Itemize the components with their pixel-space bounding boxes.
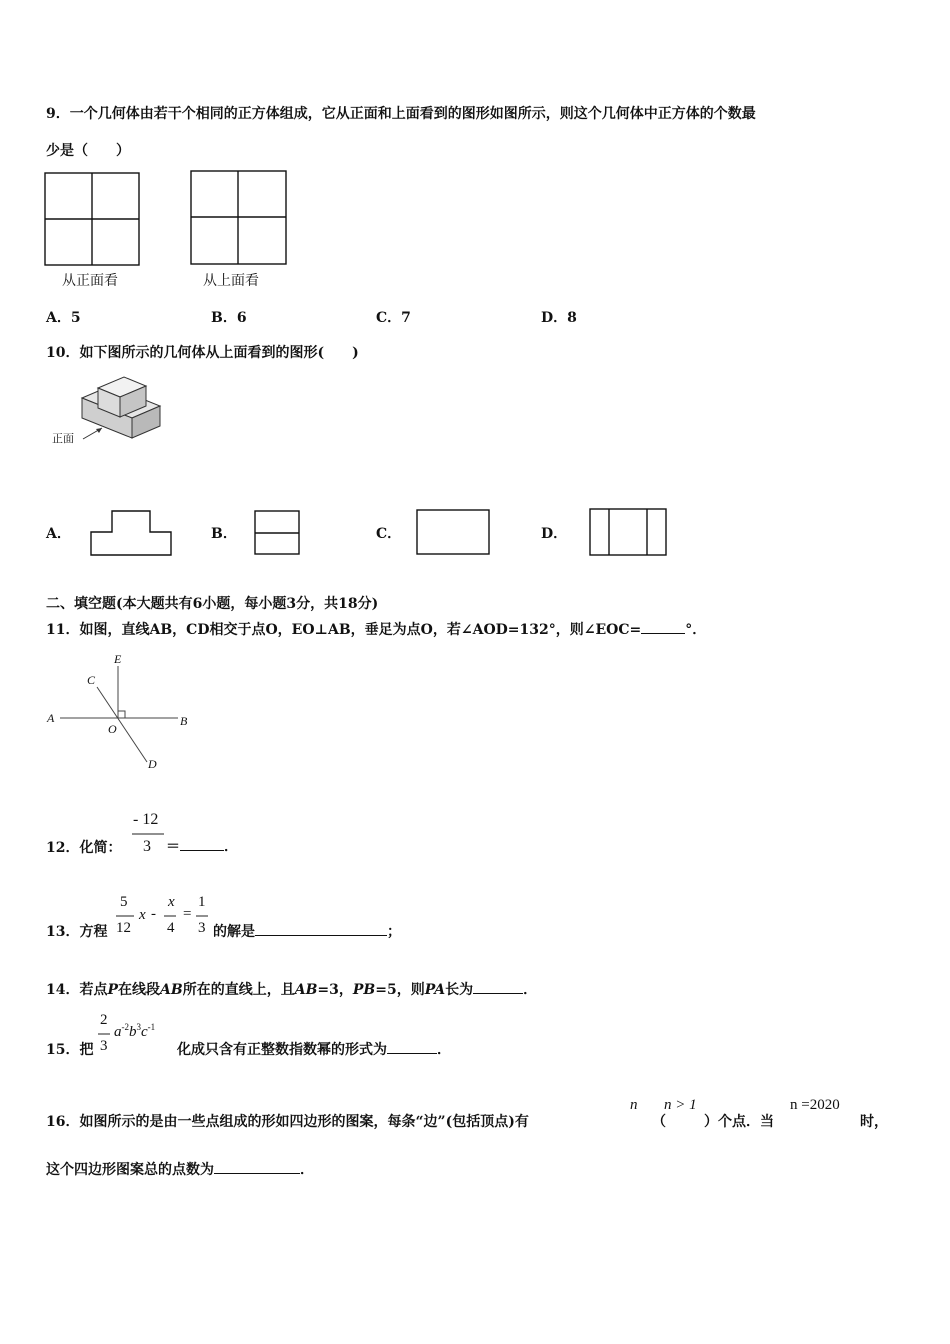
q9-option-d: D．8 xyxy=(541,310,577,326)
q11-label-b: B xyxy=(180,714,188,728)
q13-f2-num: x xyxy=(168,894,175,910)
q15-coef-num: 2 xyxy=(100,1012,108,1028)
q13-f1-bar xyxy=(116,915,136,917)
q13-f3-bar xyxy=(196,915,210,917)
q14-stem: 14．若点P在线段AB所在的直线上，且AB=3，PB=5，则PA长为 ． xyxy=(46,979,537,999)
q11-stem: 11．如图，直线AB，CD相交于点O，EO⊥AB，垂足为点O，若∠AOD=132°，则∠EOC= °． xyxy=(46,619,706,639)
q9-option-b: B．6 xyxy=(211,310,247,326)
q11-label-a: A xyxy=(47,711,55,725)
q13-equals: = xyxy=(183,906,192,922)
q12-numerator: - 12 xyxy=(133,811,159,828)
q11-label-d: D xyxy=(148,757,157,771)
q10-option-b-shape xyxy=(254,510,302,556)
q15-coef-den: 3 xyxy=(100,1038,108,1054)
q12-prefix: 12．化简： xyxy=(46,840,122,856)
q16-condition: n > 1 xyxy=(664,1097,697,1113)
q9-stem-line1: 9．一个几何体由若干个相同的正方体组成，它从正面和上面看到的图形如图所示，则这个几何体中正方体的个数最 xyxy=(46,106,756,122)
q16-n: n xyxy=(630,1097,638,1113)
q10-option-c-shape xyxy=(416,509,492,557)
q16-stem-line2: 这个四边形图案总的点数为 ． xyxy=(46,1159,314,1179)
q13-f2-den: 4 xyxy=(167,920,175,936)
q15-monomial: $a^{-2}b^3c^{-1}$ xyxy=(114,1022,156,1040)
q9-option-c: C．7 xyxy=(376,310,411,326)
q9-front-caption: 从正面看 xyxy=(62,273,118,289)
q12-fraction-bar xyxy=(132,833,166,835)
q13-answer-blank[interactable] xyxy=(255,921,387,936)
q16-stem-part2: ）个点．当 xyxy=(704,1114,774,1130)
q13-f1-num: 5 xyxy=(120,894,128,910)
q13-f3-den: 3 xyxy=(198,920,206,936)
q15-answer-blank[interactable] xyxy=(387,1039,437,1054)
q13-minus: - xyxy=(151,906,156,922)
q10-option-d: D． xyxy=(541,526,568,542)
q9-top-caption: 从上面看 xyxy=(203,273,259,289)
q10-front-label: 正面 xyxy=(52,432,74,445)
q9-front-view-figure xyxy=(44,172,144,268)
q15-prefix: 15．把 xyxy=(46,1042,94,1058)
q12-denominator: 3 xyxy=(143,838,151,855)
q11-label-o: O xyxy=(108,722,117,736)
q10-option-a: A． xyxy=(46,526,71,542)
q11-angle-figure xyxy=(44,652,204,772)
q16-stem-part3: 时， xyxy=(860,1114,888,1130)
q13-prefix: 13．方程 xyxy=(46,924,108,940)
q10-option-d-shape xyxy=(589,508,669,558)
q14-answer-blank[interactable] xyxy=(473,979,523,994)
q16-paren-open: （ xyxy=(652,1114,666,1130)
q13-suffix: 的解是 ； xyxy=(213,921,401,941)
q16-stem-part1: 16．如图所示的是由一些点组成的形如四边形的图案，每条“边”(包括顶点)有 xyxy=(46,1114,529,1130)
q15-coef-bar xyxy=(98,1033,112,1035)
q10-option-a-shape xyxy=(90,510,174,558)
q16-answer-blank[interactable] xyxy=(214,1159,300,1174)
q9-top-view-figure xyxy=(190,170,290,266)
q10-option-b: B． xyxy=(211,526,237,542)
q12-answer-blank[interactable] xyxy=(180,836,224,851)
q11-label-e: E xyxy=(114,652,122,666)
q13-var-x: x xyxy=(139,907,146,923)
q9-option-a: A．5 xyxy=(46,310,81,326)
q16-n-value: n =2020 xyxy=(790,1097,840,1113)
q9-stem-line2: 少是（ ） xyxy=(46,143,130,159)
q10-option-c: C． xyxy=(376,526,402,542)
section2-heading: 二、填空题(本大题共有6小题，每小题3分，共18分) xyxy=(46,596,379,612)
q13-f3-num: 1 xyxy=(198,894,206,910)
q11-answer-blank[interactable] xyxy=(641,619,685,634)
arrow-icon xyxy=(82,425,106,441)
q10-stem: 10．如下图所示的几何体从上面看到的图形( ) xyxy=(46,345,359,361)
q13-f1-den: 12 xyxy=(116,920,131,936)
q11-label-c: C xyxy=(87,673,96,687)
q15-suffix: 化成只含有正整数指数幂的形式为 ． xyxy=(177,1039,451,1059)
q13-f2-bar xyxy=(164,915,178,917)
q12-answer: ＝ ． xyxy=(166,836,238,856)
